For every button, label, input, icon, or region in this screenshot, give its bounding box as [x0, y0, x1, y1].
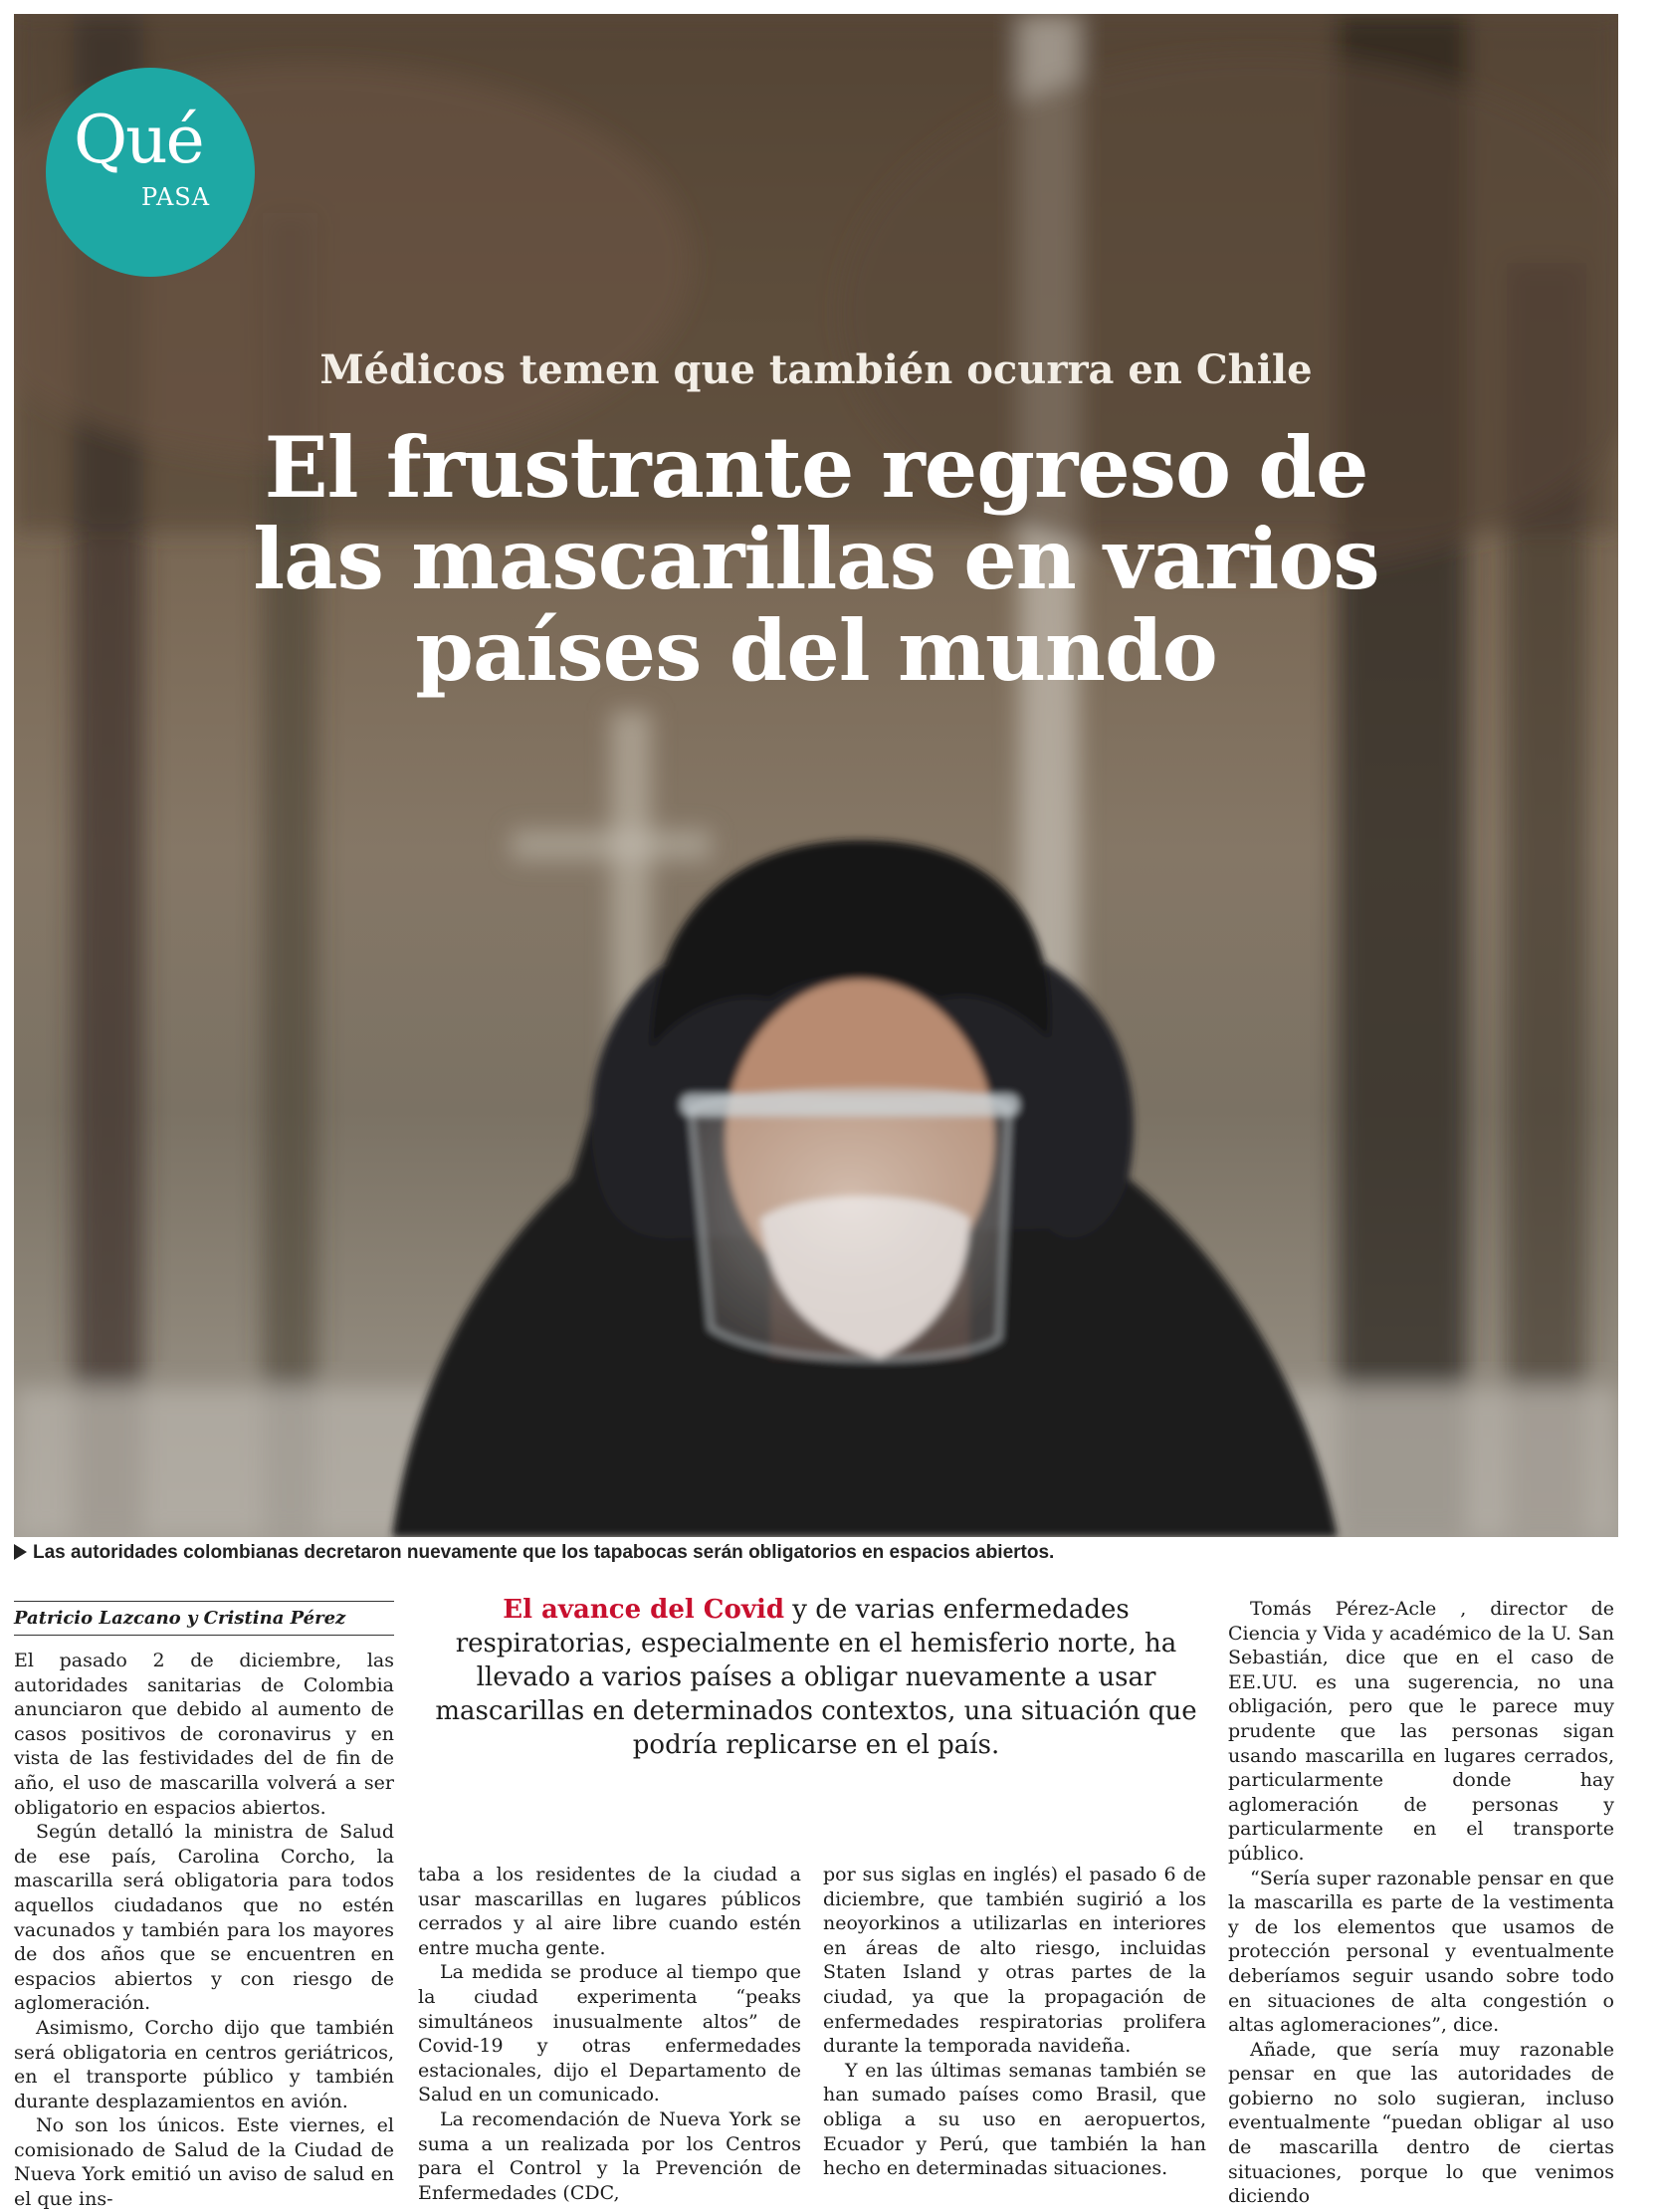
logo-sub: PASA [141, 183, 211, 211]
photo-caption [14, 1542, 1054, 1564]
paragraph: El pasado 2 de diciembre, las autoridades sanitarias de Colombia anunciaron que debido al aumento de casos positivos de coronavirus y en vista de las festividades del de fin de año, el uso de mascarilla volverá a ser obligatorio en espacios abiertos. [14, 1650, 394, 1819]
text-column-1 [14, 1649, 394, 2212]
byline: Patricio Lazcano y Cristina Pérez [14, 1601, 394, 1636]
headline-line: El frustrante regreso de [264, 418, 1368, 517]
paragraph: taba a los residentes de la ciudad a usar mascarillas en lugares públicos cerrados y al aire libre cuando estén entre mucha gente. [418, 1864, 801, 1959]
caption-arrow-icon [14, 1544, 27, 1560]
headline-line: las mascarillas en varios [253, 510, 1379, 608]
lead-text: y de varias enfermedades respiratorias, especialmente en el hemisferio norte, ha llevado a varios países a obligar nuevamente a usar mascarillas en determinados contextos, una situación que podría replicarse en el país. [435, 1595, 1197, 1760]
logo-word: Qué [74, 102, 203, 178]
paragraph: La medida se produce al tiempo que la ciudad experimenta “peaks simultáneos inusualmente altos” de Covid-19 y otras enfermedades estacionales, dijo el Departamento de Salud en un comunicado. [418, 1961, 801, 2106]
lead-highlight: El avance del Covid [503, 1595, 785, 1625]
paragraph: Y en las últimas semanas también se han sumado países como Brasil, que obliga a su uso en aeropuertos, Ecuador y Perú, que también la han hecho en determinadas situaciones. [823, 2059, 1206, 2180]
hero-photo [14, 14, 1618, 1537]
text-column-3 [823, 1863, 1206, 2181]
photo-man-with-face-shield [14, 14, 1618, 1537]
que-pasa-logo [46, 68, 255, 277]
paragraph: por sus siglas en inglés) el pasado 6 de diciembre, que también sugirió a los neoyorkinos a utilizarlas en interiores en áreas de alto riesgo, incluidas Staten Island y otras partes de la ciudad, ya que la propagación de enfermedades respiratorias prolifera durante la temporada navideña. [823, 1864, 1206, 2058]
headline-line: países del mundo [415, 601, 1217, 700]
paragraph: Asimismo, Corcho dijo que también será obligatoria en centros geriátricos, en el transporte público y también durante desplazamientos en avión. [14, 2016, 394, 2112]
paragraph: No son los únicos. Este viernes, el comisionado de Salud de la Ciudad de Nueva York emitió un aviso de salud en el que ins- [14, 2114, 394, 2211]
paragraph: Según detalló la ministra de Salud de ese país, Carolina Corcho, la mascarilla será obligatoria para todos aquellos ciudadanos que no estén vacunados y también para los mayores de dos años que se encuentren en espacios abiertos y con riesgo de aglomeración. [14, 1821, 394, 2015]
paragraph: Tomás Pérez-Acle , director de Ciencia y Vida y académico de la U. San Sebastián, dice que en el caso de EE.UU. es una sugerencia, no una obligación, pero que le parece muy prudente que las personas sigan usando mascarilla en lugares cerrados, particularmente donde hay aglomeración de personas y particularmente en el transporte público. [1228, 1598, 1614, 1865]
caption-text: Las autoridades colombianas decretaron nuevamente que los tapabocas serán obligatorios en espacios abiertos. [33, 1542, 1055, 1563]
paragraph: La recomendación de Nueva York se suma a un realizada por los Centros para el Control y la Prevención de Enfermedades (CDC, [418, 2107, 801, 2204]
article-lead [428, 1593, 1204, 1762]
text-column-2 [418, 1863, 801, 2205]
article-kicker: Médicos temen que también ocurra en Chile [319, 346, 1313, 393]
paragraph: “Sería super razonable pensar en que la mascarilla es parte de la vestimenta y de los elementos que usamos de protección personal y eventualmente deberíamos seguir usando sobre todo en situaciones de alta congestión o altas aglomeraciones”, dice. [1228, 1867, 1614, 2037]
text-column-4 [1228, 1597, 1614, 2209]
paragraph: Añade, que sería muy razonable pensar en que las autoridades de gobierno no solo sugieran, incluso eventualmente “puedan obligar al uso de mascarilla dentro de ciertas situaciones, porque lo que venimos diciendo [1228, 2038, 1614, 2208]
article-headline [14, 418, 1618, 700]
